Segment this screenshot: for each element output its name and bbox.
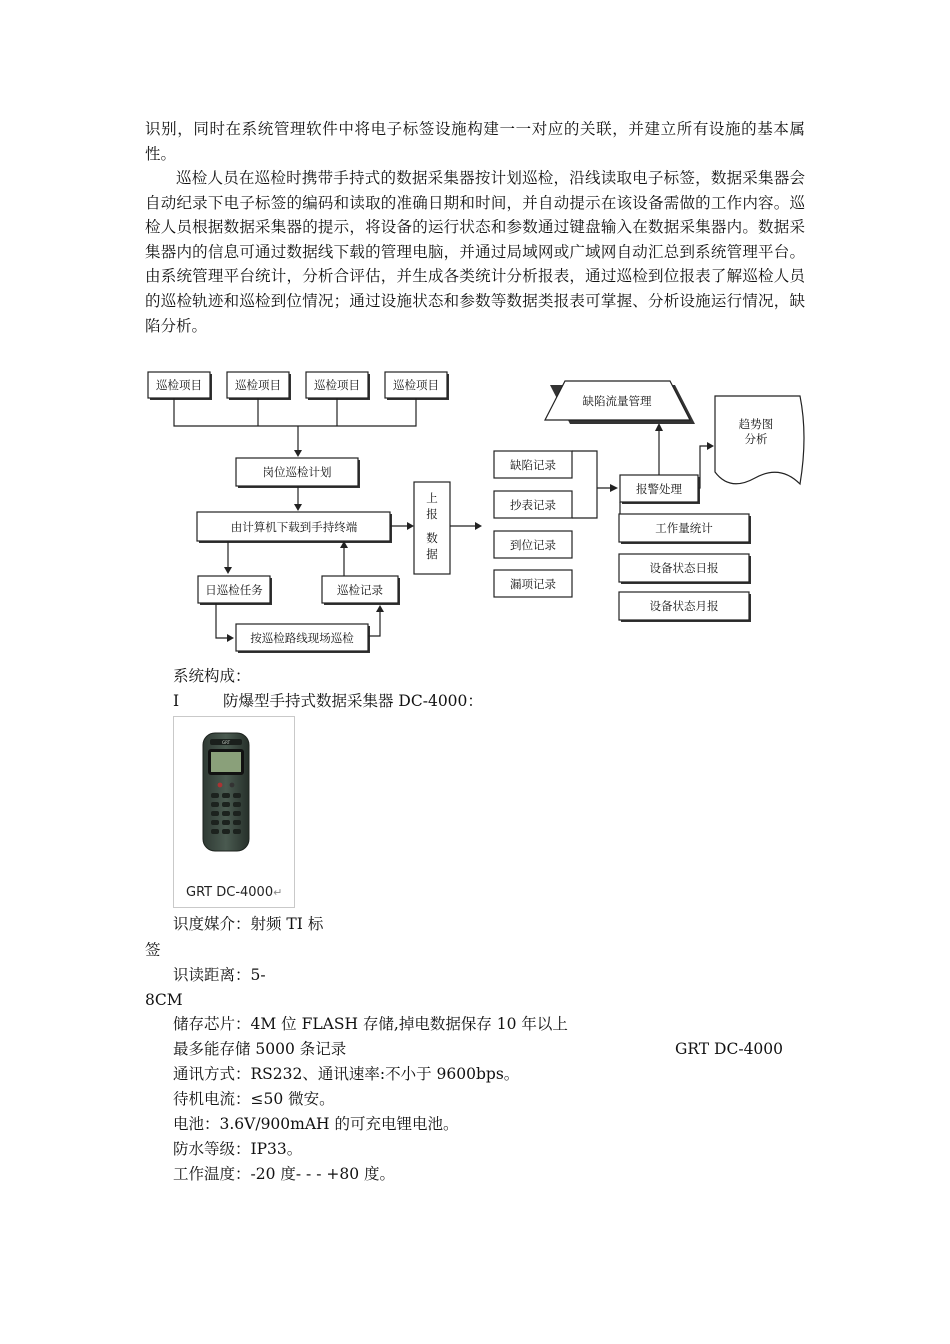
- merge-connector: [174, 398, 416, 452]
- arrow-right-icon: [475, 522, 482, 530]
- arrow-down-icon: [294, 450, 302, 457]
- trend-label: 分析: [744, 432, 768, 446]
- device-brand: GRT: [221, 740, 231, 745]
- trend-label: 趋势图: [738, 417, 774, 431]
- download-box: [197, 512, 392, 543]
- inspection-item-box-3: [306, 372, 370, 400]
- inspection-item-label: 巡检项目: [235, 378, 281, 392]
- alarm-label: 报警处理: [636, 482, 682, 496]
- inspection-item-label: 巡检项目: [314, 378, 360, 392]
- defect-record-box: [494, 451, 572, 478]
- daily-task-box: [198, 576, 272, 605]
- arrow-down-icon: [224, 567, 232, 574]
- device-caption-text: GRT DC-4000: [186, 885, 274, 900]
- system-heading: 系统构成：: [173, 667, 251, 685]
- arrow-right-icon: [227, 634, 234, 642]
- inspection-item-box-1: [148, 372, 212, 400]
- spec-media-wrap: 签: [145, 941, 161, 959]
- post-plan-box: [236, 458, 360, 488]
- record-label: 漏项记录: [510, 577, 556, 591]
- upload-char: 据: [426, 547, 438, 561]
- spec-waterproof: 防水等级：IP33。: [173, 1140, 303, 1158]
- upload-char: 报: [426, 507, 438, 521]
- spec-side-label: GRT DC-4000: [675, 1040, 784, 1058]
- stats-label: 设备状态月报: [649, 599, 719, 613]
- trend-analysis-box: [715, 396, 804, 484]
- workload-stats-box: [619, 514, 751, 544]
- inspection-flow-diagram: [140, 360, 810, 660]
- arrow-right-icon: [407, 522, 414, 530]
- arrow-right-icon: [610, 484, 618, 492]
- inspection-item-label: 巡检项目: [393, 378, 439, 392]
- daily-task-label: 日巡检任务: [205, 583, 263, 597]
- intro-paragraph-2: 巡检人员在巡检时携带手持式的数据采集器按计划巡检，沿线读取电子标签，数据采集器会自动纪录下电子标签的编码和读取的准确日期和时间，并自动提示在该设备需做的工作内容。巡检人员根据数据采集器的提示，将设备的运行状态和参数通过键盘输入在数据采集器内。数据采集器内的信息可通过数据线下载的管理电脑，并通过局域网或广域网自动汇总到系统管理平台。由系统管理平台统计，分析合评估，并生成各类统计分析报表，通过巡检到位报表了解巡检人员的巡检轨迹和巡检到位情况；通过设施状态和参数等数据类报表可掌握、分析设施运行情况，缺陷分析。: [145, 169, 805, 335]
- arrow-down-icon: [294, 504, 302, 511]
- route-label: 按巡检路线现场巡检: [250, 631, 354, 645]
- spec-distance-wrap: 8CM: [145, 991, 183, 1009]
- inspection-item-box-2: [227, 372, 291, 400]
- arrow-up-icon: [655, 423, 663, 431]
- presence-record-box: [494, 531, 572, 558]
- alarm-to-trend-connector: [698, 446, 708, 488]
- spec-capacity: 最多能存储 5000 条记录: [173, 1040, 347, 1058]
- spec-media: 识度媒介：射频 TI 标: [173, 915, 324, 933]
- device-image: [173, 716, 295, 908]
- spec-comm: 通讯方式：RS232、通讯速率:不小于 9600bps。: [173, 1065, 520, 1083]
- download-label: 由计算机下载到手持终端: [230, 520, 358, 534]
- missed-record-box: [494, 570, 572, 597]
- upload-char: 上: [426, 491, 438, 505]
- record-label: 到位记录: [510, 538, 556, 552]
- upload-char: 数: [426, 531, 438, 545]
- spec-chip: 储存芯片：4M 位 FLASH 存储,掉电数据保存 10 年以上: [173, 1015, 568, 1033]
- stats-label: 工作量统计: [655, 521, 713, 535]
- records-bracket-connector: [572, 451, 612, 518]
- spec-battery: 电池：3.6V/900mAH 的可充电锂电池。: [173, 1115, 459, 1133]
- stats-label: 设备状态日报: [649, 561, 719, 575]
- defect-flow-label: 缺陷流量管理: [582, 394, 652, 408]
- post-plan-label: 岗位巡检计划: [262, 465, 332, 479]
- inspection-item-box-4: [385, 372, 449, 400]
- system-item-number: I: [173, 692, 180, 710]
- defect-flow-box: [545, 381, 695, 424]
- spec-standby: 待机电流：≤50 微安。: [173, 1090, 335, 1108]
- daily-report-box: [619, 554, 751, 584]
- spec-temp: 工作温度：-20 度- - - +80 度。: [173, 1165, 396, 1183]
- inspect-record-label: 巡检记录: [337, 583, 383, 597]
- upload-data-box: [414, 482, 450, 574]
- route-box: [236, 624, 370, 653]
- record-label: 缺陷记录: [510, 458, 556, 472]
- inspection-item-label: 巡检项目: [156, 378, 202, 392]
- device-caption: [186, 885, 282, 900]
- inspect-record-box: [322, 576, 400, 605]
- arrow-up-icon: [376, 605, 384, 612]
- record-label: 抄表记录: [510, 498, 556, 512]
- handheld-device-icon: [174, 717, 292, 877]
- task-to-route-connector: [216, 603, 228, 638]
- monthly-report-box: [619, 592, 751, 622]
- intro-paragraph-1: 识别，同时在系统管理软件中将电子标签设施构建一一对应的关联，并建立所有设施的基本属性。: [145, 120, 805, 163]
- return-mark-icon: ↵: [273, 886, 283, 899]
- alarm-box: [620, 475, 700, 504]
- system-item-text: 防爆型手持式数据采集器 DC-4000：: [223, 692, 483, 710]
- meter-record-box: [494, 491, 572, 518]
- spec-distance: 识读距离：5-: [173, 966, 266, 984]
- arrow-right-icon: [707, 442, 714, 450]
